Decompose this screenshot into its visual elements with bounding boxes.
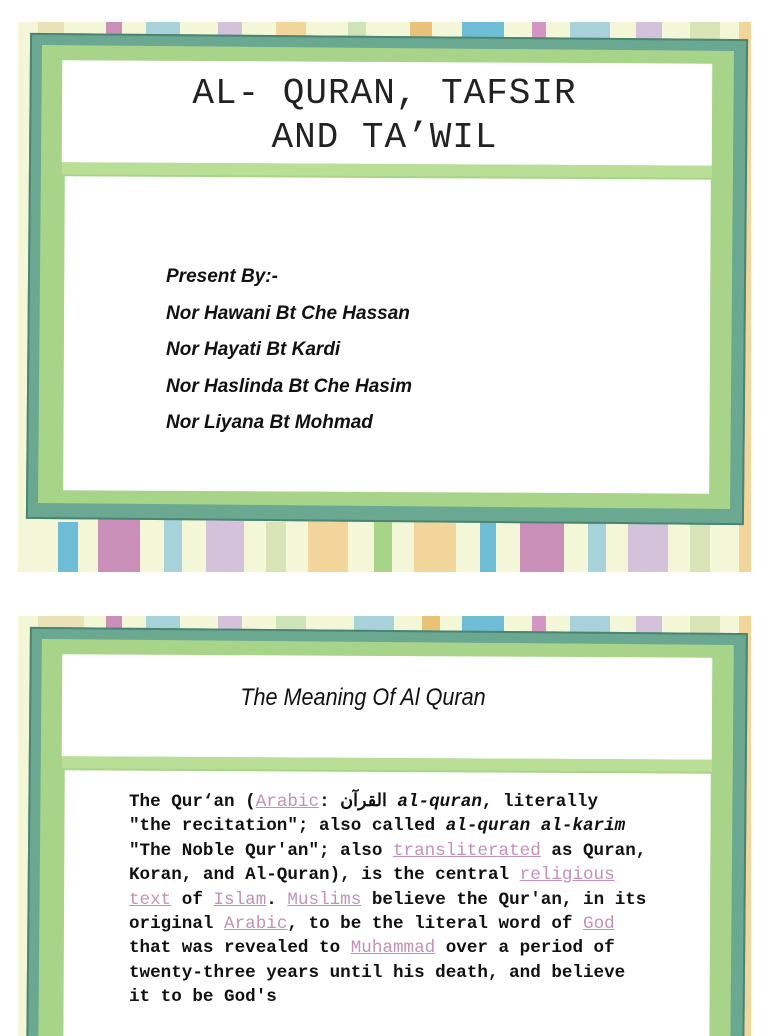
- slide-meaning: [18, 616, 751, 1036]
- stripe: [690, 616, 720, 634]
- text: over a period of twenty-three years until his death, and believe it to be God's: [129, 938, 626, 1008]
- link-islam[interactable]: Islam: [213, 889, 267, 910]
- link-arabic-2[interactable]: Arabic: [224, 914, 288, 935]
- text: , to be the literal word of: [287, 914, 584, 935]
- link-muhammad[interactable]: Muhammad: [350, 938, 436, 959]
- stripe: [588, 518, 606, 572]
- presenter-name: Nor Liyana Bt Mohmad: [166, 412, 373, 433]
- stripe: [266, 522, 286, 572]
- stripe: [206, 518, 244, 572]
- italic-term: al-quran al-karim: [445, 816, 626, 837]
- link-religious-text[interactable]: religious text: [129, 865, 615, 910]
- stripe: [58, 522, 78, 572]
- title-line-1: AL- QURAN, TAFSIR: [192, 73, 577, 114]
- text: .: [266, 889, 288, 910]
- slide-title-heading: [18, 72, 751, 160]
- presenter-name: Nor Hayati Bt Kardi: [166, 339, 341, 360]
- link-muslims[interactable]: Muslims: [287, 889, 362, 910]
- text: "The Noble Qur'an"; also: [129, 840, 393, 861]
- text: believe the Qur'an, in its original: [129, 889, 647, 935]
- slide-heading: The Meaning Of Al Quran: [240, 684, 486, 711]
- slide-title: [18, 22, 751, 572]
- italic-term: al-quran: [397, 792, 482, 812]
- presenter-list: [166, 262, 412, 445]
- stripe: [690, 522, 710, 572]
- stripe: [98, 518, 140, 572]
- text: , literally "the recitation"; also called: [129, 792, 599, 837]
- definition-paragraph: [129, 790, 649, 1010]
- stripe: [308, 518, 348, 572]
- stripe: [414, 518, 456, 572]
- text: that was revealed to: [129, 938, 351, 959]
- stripe: [628, 518, 668, 572]
- text: : القرآن: [319, 792, 398, 812]
- stripe: [480, 518, 496, 572]
- link-arabic[interactable]: Arabic: [255, 792, 320, 812]
- link-transliterated[interactable]: transliterated: [392, 840, 541, 861]
- link-god[interactable]: God: [583, 914, 615, 935]
- stripe: [164, 518, 182, 572]
- presenter-name: Nor Hawani Bt Che Hassan: [166, 302, 410, 324]
- text: as Quran, Koran, and Al-Quran), is the central: [129, 840, 647, 886]
- title-line-2: AND TA’WIL: [271, 117, 498, 158]
- text: of: [171, 889, 214, 910]
- presenter-name: Nor Haslinda Bt Che Hasim: [166, 375, 412, 397]
- presenter-label: Present By:-: [166, 266, 278, 287]
- stripe: [374, 522, 392, 572]
- stripe: [520, 518, 564, 572]
- text: The Qur‘an (: [129, 792, 256, 812]
